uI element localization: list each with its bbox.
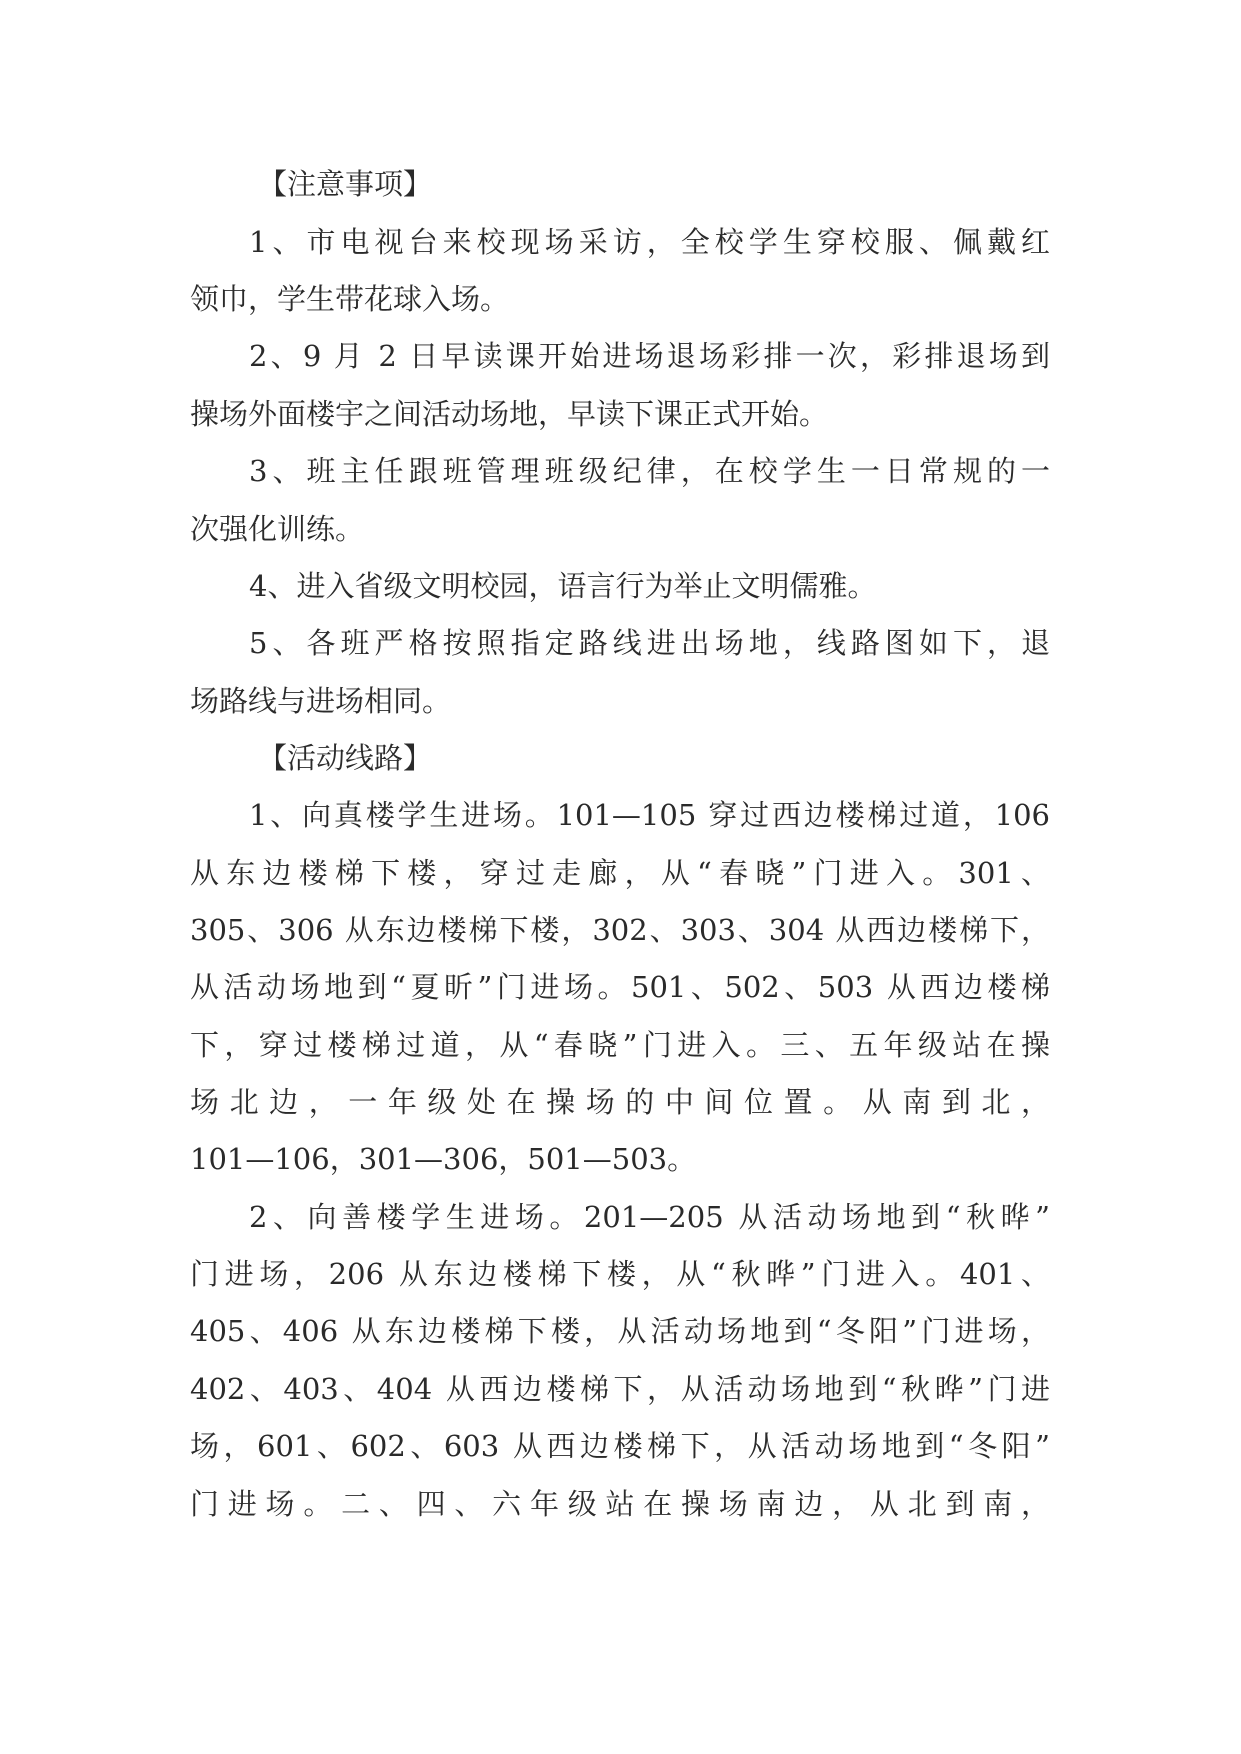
paragraph-line: 305、306 从东边楼梯下楼，302、303、304 从西边楼梯下， bbox=[190, 913, 1050, 947]
paragraph-line: 3、班主任跟班管理班级纪律，在校学生一日常规的一 bbox=[249, 454, 1050, 488]
paragraph-line: 领巾，学生带花球入场。 bbox=[190, 282, 510, 316]
paragraph-line: 2、9 月 2 日早读课开始进场退场彩排一次，彩排退场到 bbox=[249, 339, 1050, 373]
paragraph-line: 5、各班严格按照指定路线进出场地，线路图如下，退 bbox=[249, 626, 1050, 660]
paragraph-line: 4、进入省级文明校园，语言行为举止文明儒雅。 bbox=[249, 569, 877, 603]
paragraph-line: 从东边楼梯下楼，穿过走廊，从“春晓”门进入。301、 bbox=[190, 856, 1050, 890]
paragraph-line: 场路线与进场相同。 bbox=[190, 684, 452, 718]
section-heading-notes: 【注意事项】 bbox=[258, 167, 433, 201]
section-heading-routes: 【活动线路】 bbox=[258, 741, 433, 775]
paragraph-line: 2、向善楼学生进场。201—205 从活动场地到“秋晔” bbox=[249, 1200, 1050, 1234]
paragraph-line: 门进场，206 从东边楼梯下楼，从“秋晔”门进入。401、 bbox=[190, 1257, 1050, 1291]
paragraph-line: 405、406 从东边楼梯下楼，从活动场地到“冬阳”门进场， bbox=[190, 1314, 1050, 1348]
paragraph-line: 1、市电视台来校现场采访，全校学生穿校服、佩戴红 bbox=[249, 225, 1050, 259]
paragraph-line: 101—106，301—306，501—503。 bbox=[190, 1142, 697, 1176]
paragraph-line: 场北边，一年级处在操场的中间位置。从南到北， bbox=[190, 1085, 1050, 1119]
paragraph-line: 次强化训练。 bbox=[190, 512, 365, 546]
paragraph-line: 场，601、602、603 从西边楼梯下，从活动场地到“冬阳” bbox=[190, 1429, 1050, 1463]
paragraph-line: 下，穿过楼梯过道，从“春晓”门进入。三、五年级站在操 bbox=[190, 1028, 1050, 1062]
paragraph-line: 402、403、404 从西边楼梯下，从活动场地到“秋晔”门进 bbox=[190, 1372, 1050, 1406]
paragraph-line: 从活动场地到“夏昕”门进场。501、502、503 从西边楼梯 bbox=[190, 970, 1050, 1004]
paragraph-line: 操场外面楼宇之间活动场地，早读下课正式开始。 bbox=[190, 397, 829, 431]
paragraph-line: 1、向真楼学生进场。101—105 穿过西边楼梯过道，106 bbox=[249, 798, 1050, 832]
paragraph-line: 门进场。二、四、六年级站在操场南边，从北到南， bbox=[190, 1487, 1050, 1521]
